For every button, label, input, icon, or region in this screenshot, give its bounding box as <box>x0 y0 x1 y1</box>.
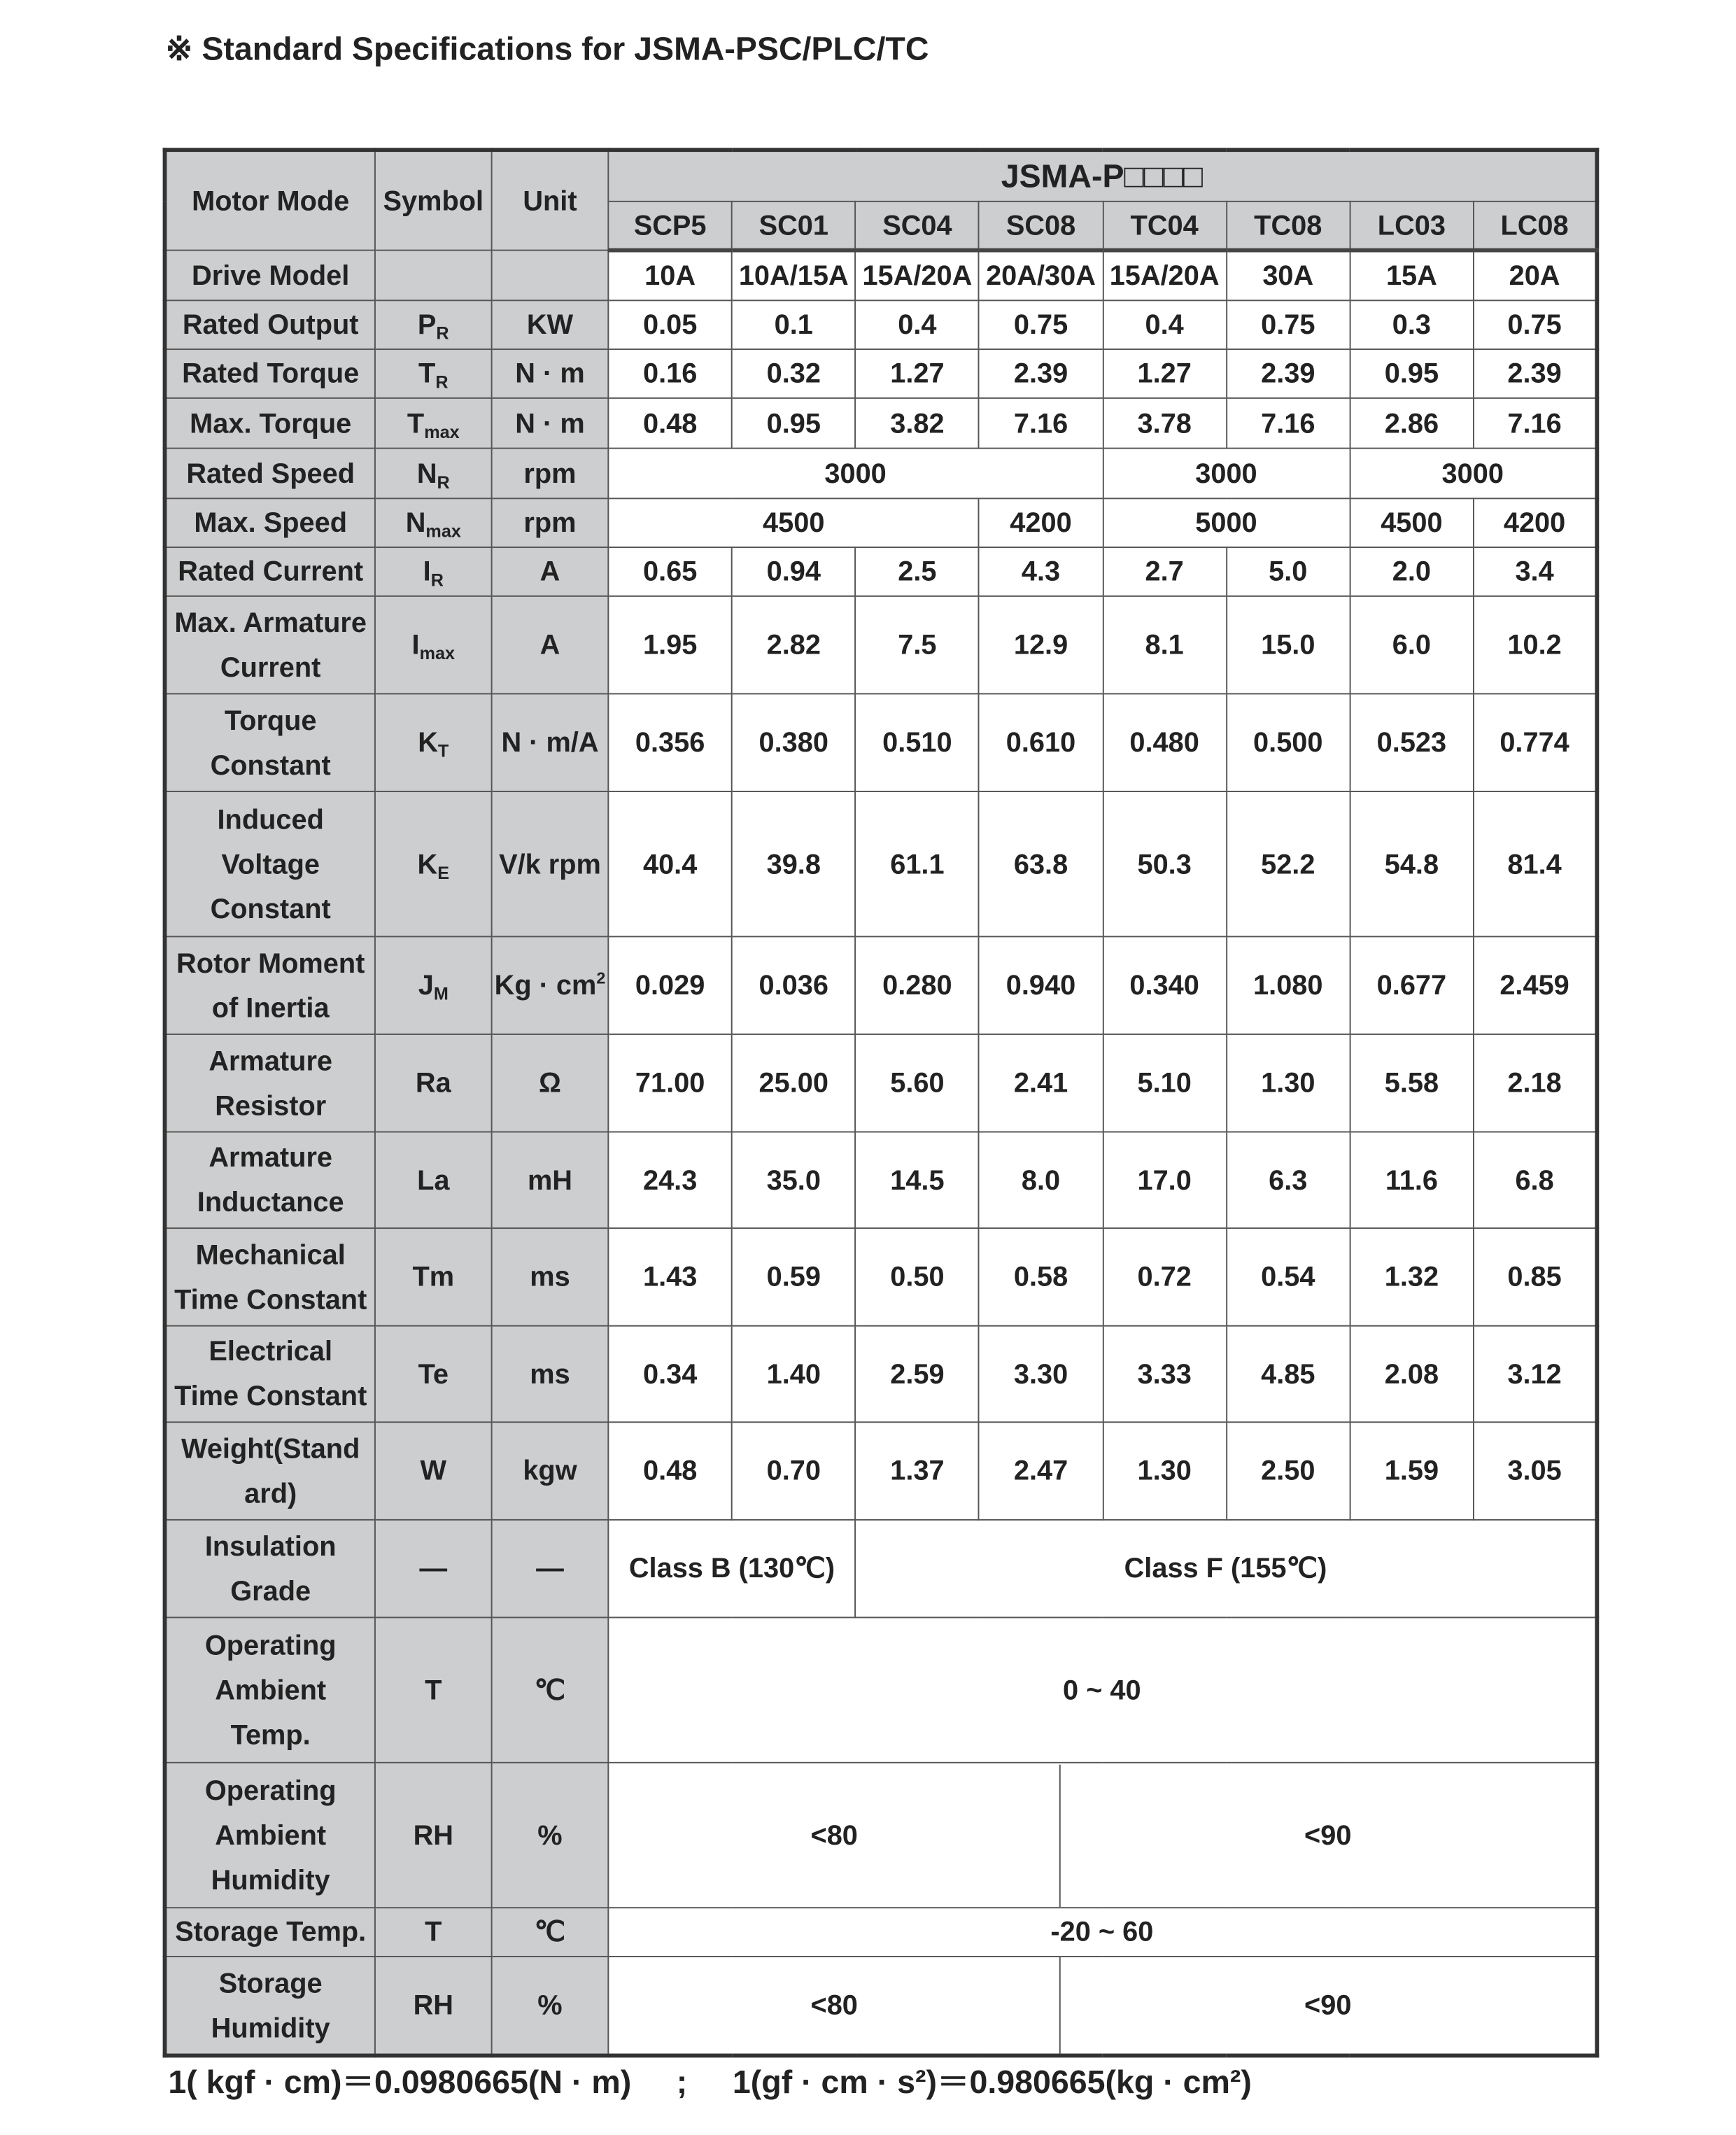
value-cell: 4500 <box>1350 498 1474 547</box>
unit-text: rpm <box>523 458 577 489</box>
row-label: Induced Voltage Constant <box>165 791 375 936</box>
value-cell: 2.82 <box>732 596 856 694</box>
value-cell: 2.0 <box>1350 547 1474 596</box>
row-label: Max. Torque <box>165 398 375 449</box>
merged-value-cell <box>608 1763 1597 1908</box>
symbol-base: J <box>418 969 434 1001</box>
value-cell: 20A <box>1474 251 1597 301</box>
value-cell: 2.7 <box>1103 547 1227 596</box>
unit-text: N · m/A <box>501 726 599 759</box>
row-unit <box>492 1034 609 1132</box>
row-label: Weight(Stand ard) <box>165 1422 375 1520</box>
unit-text: N · m <box>515 407 585 439</box>
value-cell: 0.774 <box>1474 693 1597 791</box>
spec-row <box>165 791 1597 936</box>
row-unit <box>492 498 609 547</box>
row-symbol <box>375 596 492 694</box>
header-unit: Unit <box>492 150 609 250</box>
value-cell: 20A/30A <box>979 251 1103 301</box>
value-cell: 15A <box>1350 251 1474 301</box>
row-unit <box>492 936 609 1034</box>
unit-text: % <box>537 1819 563 1851</box>
spec-row <box>165 398 1597 449</box>
unit-superscript: 2 <box>596 968 606 988</box>
row-unit <box>492 251 609 301</box>
value-cell: 0.480 <box>1103 693 1227 791</box>
symbol-subscript: R <box>430 570 444 591</box>
unit-text: ms <box>530 1261 570 1293</box>
value-cell: 7.16 <box>1226 398 1350 449</box>
symbol-base: N <box>416 458 437 489</box>
value-cell: 0.85 <box>1474 1228 1597 1326</box>
value-cell: 0.4 <box>1103 300 1227 349</box>
model-header-sc08: SC08 <box>979 202 1103 251</box>
row-symbol <box>375 1908 492 1957</box>
value-cell: 15A/20A <box>1103 251 1227 301</box>
spec-row <box>165 596 1597 694</box>
unit-text: % <box>537 1989 563 2022</box>
unit-text: A <box>539 629 560 661</box>
header-motor-mode: Motor Mode <box>165 150 375 250</box>
value-cell: 35.0 <box>732 1132 856 1229</box>
row-unit <box>492 1132 609 1229</box>
row-label: Drive Model <box>165 251 375 301</box>
value-cell: 24.3 <box>608 1132 732 1229</box>
spec-table <box>163 148 1600 2057</box>
row-label: Storage Temp. <box>165 1908 375 1957</box>
value-cell: 2.41 <box>979 1034 1103 1132</box>
value-cell: -20 ~ 60 <box>608 1908 1597 1957</box>
value-cell: 3.4 <box>1474 547 1597 596</box>
value-cell: 2.59 <box>856 1326 980 1423</box>
unit-text: kgw <box>523 1455 577 1487</box>
unit-text: ℃ <box>534 1916 566 1948</box>
value-cell: 3.30 <box>979 1326 1103 1423</box>
value-cell: 0.75 <box>979 300 1103 349</box>
value-cell: <90 <box>1059 1957 1595 2054</box>
value-cell: 0.510 <box>856 693 980 791</box>
row-symbol <box>375 349 492 398</box>
value-cell: 10.2 <box>1474 596 1597 694</box>
row-label: Armature Resistor <box>165 1034 375 1132</box>
symbol-base: K <box>418 726 438 759</box>
spec-row <box>165 1957 1597 2055</box>
row-symbol <box>375 936 492 1034</box>
unit-text: ℃ <box>534 1674 566 1706</box>
value-cell: 2.86 <box>1350 398 1474 449</box>
value-cell: 1.080 <box>1226 936 1350 1034</box>
value-cell: 0.340 <box>1103 936 1227 1034</box>
value-cell: 2.5 <box>856 547 980 596</box>
row-label: Rotor Moment of Inertia <box>165 936 375 1034</box>
value-cell: 4.85 <box>1226 1326 1350 1423</box>
symbol-subscript: max <box>424 421 460 442</box>
row-symbol <box>375 251 492 301</box>
value-cell: 2.39 <box>979 349 1103 398</box>
value-cell: 0.75 <box>1474 300 1597 349</box>
value-cell: 12.9 <box>979 596 1103 694</box>
row-unit <box>492 1617 609 1762</box>
value-cell: 3.33 <box>1103 1326 1227 1423</box>
value-cell: 0.95 <box>1350 349 1474 398</box>
value-cell: 63.8 <box>979 791 1103 936</box>
value-cell: 0.500 <box>1226 693 1350 791</box>
value-cell: 11.6 <box>1350 1132 1474 1229</box>
row-symbol <box>375 1520 492 1618</box>
value-cell: 0.72 <box>1103 1228 1227 1326</box>
symbol-base: T <box>418 358 436 390</box>
value-cell: 0.59 <box>732 1228 856 1326</box>
value-cell: 15A/20A <box>856 251 980 301</box>
value-cell: 0.1 <box>732 300 856 349</box>
value-cell: 0.34 <box>608 1326 732 1423</box>
row-unit <box>492 1422 609 1520</box>
value-cell: Class B (130℃) <box>608 1520 855 1618</box>
spec-row <box>165 1908 1597 1957</box>
unit-text: KW <box>526 309 574 341</box>
value-cell: 10A/15A <box>732 251 856 301</box>
unit-text: Kg · cm <box>494 969 597 1001</box>
value-cell: 14.5 <box>856 1132 980 1229</box>
value-cell: 1.27 <box>856 349 980 398</box>
unit-text: mH <box>527 1164 572 1196</box>
value-cell: 8.1 <box>1103 596 1227 694</box>
symbol-base: W <box>420 1455 447 1487</box>
value-cell: 0.029 <box>608 936 732 1034</box>
model-header-tc08: TC08 <box>1226 202 1350 251</box>
value-cell: 2.459 <box>1474 936 1597 1034</box>
model-header-lc03: LC03 <box>1350 202 1474 251</box>
value-cell: <80 <box>810 1819 858 1851</box>
value-cell: 0.48 <box>608 1422 732 1520</box>
row-symbol <box>375 1422 492 1520</box>
value-cell: 3000 <box>608 449 1103 499</box>
value-cell: 71.00 <box>608 1034 732 1132</box>
value-cell: 81.4 <box>1474 791 1597 936</box>
value-cell: 1.30 <box>1226 1034 1350 1132</box>
value-cell: 2.47 <box>979 1422 1103 1520</box>
value-cell: 61.1 <box>856 791 980 936</box>
value-cell: <80 <box>810 1989 858 2022</box>
symbol-base: T <box>407 407 425 439</box>
value-cell: 0.380 <box>732 693 856 791</box>
model-header-lc08: LC08 <box>1474 202 1597 251</box>
row-label: Torque Constant <box>165 693 375 791</box>
value-cell: 5000 <box>1103 498 1350 547</box>
value-cell: 0.54 <box>1226 1228 1350 1326</box>
value-cell: 54.8 <box>1350 791 1474 936</box>
value-cell: 3000 <box>1103 449 1350 499</box>
symbol-base: I <box>423 556 431 588</box>
row-unit <box>492 349 609 398</box>
symbol-base: I <box>411 629 420 661</box>
spec-row <box>165 1520 1597 1618</box>
value-cell: 7.16 <box>979 398 1103 449</box>
spec-row <box>165 936 1597 1034</box>
row-symbol <box>375 1763 492 1908</box>
value-cell: 0.58 <box>979 1228 1103 1326</box>
value-cell: 5.58 <box>1350 1034 1474 1132</box>
value-cell: 3.12 <box>1474 1326 1597 1423</box>
row-unit <box>492 791 609 936</box>
value-cell: 2.08 <box>1350 1326 1474 1423</box>
value-cell: 2.50 <box>1226 1422 1350 1520</box>
spec-row <box>165 349 1597 398</box>
symbol-subscript: max <box>425 521 461 542</box>
value-cell: 0.4 <box>856 300 980 349</box>
value-cell: 15.0 <box>1226 596 1350 694</box>
symbol-subscript: R <box>436 323 449 344</box>
value-cell: 39.8 <box>732 791 856 936</box>
spec-row <box>165 693 1597 791</box>
value-cell: 0.32 <box>732 349 856 398</box>
spec-row <box>165 300 1597 349</box>
value-cell: 0.677 <box>1350 936 1474 1034</box>
row-label: Electrical Time Constant <box>165 1326 375 1423</box>
value-cell: 0.65 <box>608 547 732 596</box>
unit-text: A <box>539 556 560 588</box>
row-unit <box>492 1908 609 1957</box>
value-cell: <90 <box>1059 1764 1595 1907</box>
value-cell: 1.95 <box>608 596 732 694</box>
symbol-subscript: R <box>435 372 449 393</box>
symbol-subscript: T <box>437 740 449 761</box>
value-cell: 0.16 <box>608 349 732 398</box>
split-cells <box>609 1957 1595 2054</box>
value-cell: 0.95 <box>732 398 856 449</box>
value-cell: 10A <box>608 251 732 301</box>
row-unit <box>492 547 609 596</box>
spec-row <box>165 547 1597 596</box>
value-cell: 2.18 <box>1474 1034 1597 1132</box>
unit-text: V/k rpm <box>499 848 601 880</box>
symbol-base: — <box>419 1553 448 1584</box>
value-cell: 1.37 <box>856 1422 980 1520</box>
value-cell: 0.610 <box>979 693 1103 791</box>
row-label: Rated Output <box>165 300 375 349</box>
symbol-base: N <box>405 507 426 539</box>
unit-text: rpm <box>523 507 577 539</box>
header-row <box>165 150 1597 202</box>
value-cell: 3000 <box>1350 449 1597 499</box>
symbol-base: RH <box>413 1989 453 2022</box>
value-cell: 1.27 <box>1103 349 1227 398</box>
spec-row <box>165 1422 1597 1520</box>
value-cell: 0.50 <box>856 1228 980 1326</box>
row-unit <box>492 596 609 694</box>
row-unit <box>492 449 609 499</box>
header-symbol: Symbol <box>375 150 492 250</box>
row-symbol <box>375 693 492 791</box>
spec-row <box>165 1326 1597 1423</box>
spec-row <box>165 251 1597 301</box>
row-unit <box>492 1228 609 1326</box>
value-cell: 4500 <box>608 498 979 547</box>
row-symbol <box>375 1957 492 2055</box>
value-cell: 5.0 <box>1226 547 1350 596</box>
row-label: Max. Armature Current <box>165 596 375 694</box>
value-cell: 0.3 <box>1350 300 1474 349</box>
row-symbol <box>375 398 492 449</box>
row-symbol <box>375 1132 492 1229</box>
symbol-subscript: R <box>437 471 450 492</box>
spec-row <box>165 1228 1597 1326</box>
merged-value-cell <box>608 1957 1597 2055</box>
value-cell: 0.75 <box>1226 300 1350 349</box>
row-label: Insulation Grade <box>165 1520 375 1618</box>
value-cell: 0.523 <box>1350 693 1474 791</box>
row-symbol <box>375 1034 492 1132</box>
row-label: Operating Ambient Humidity <box>165 1763 375 1908</box>
spec-row <box>165 449 1597 499</box>
value-cell: 0.036 <box>732 936 856 1034</box>
row-symbol <box>375 547 492 596</box>
value-cell: 7.16 <box>1474 398 1597 449</box>
model-header-sc04: SC04 <box>856 202 980 251</box>
value-cell: 0.940 <box>979 936 1103 1034</box>
value-cell: 7.5 <box>856 596 980 694</box>
split-cells <box>609 1764 1595 1907</box>
row-label: Operating Ambient Temp. <box>165 1617 375 1762</box>
unit-conversion-note: 1( kgf · cm)＝0.0980665(N · m) ; 1(gf · cm · s²)＝0.980665(kg · cm²) <box>168 2064 1252 2101</box>
header-series: JSMA-P□□□□ <box>608 150 1597 202</box>
symbol-subscript: max <box>419 642 456 663</box>
value-cell: 1.43 <box>608 1228 732 1326</box>
spec-row <box>165 1617 1597 1762</box>
row-label: Max. Speed <box>165 498 375 547</box>
spec-row <box>165 1034 1597 1132</box>
value-cell: 2.39 <box>1226 349 1350 398</box>
value-cell: 6.3 <box>1226 1132 1350 1229</box>
value-cell: 17.0 <box>1103 1132 1227 1229</box>
value-cell: 6.0 <box>1350 596 1474 694</box>
value-cell: 3.78 <box>1103 398 1227 449</box>
value-cell: 40.4 <box>608 791 732 936</box>
symbol-base: T <box>425 1674 442 1706</box>
spec-row <box>165 1132 1597 1229</box>
row-label: Rated Current <box>165 547 375 596</box>
unit-text: N · m <box>515 358 585 390</box>
value-cell: 4.3 <box>979 547 1103 596</box>
value-cell: 0.70 <box>732 1422 856 1520</box>
model-header-sc01: SC01 <box>732 202 856 251</box>
row-unit <box>492 1763 609 1908</box>
row-label: Rated Torque <box>165 349 375 398</box>
value-cell: 4200 <box>979 498 1103 547</box>
row-label: Storage Humidity <box>165 1957 375 2055</box>
value-cell: 2.39 <box>1474 349 1597 398</box>
value-cell: 52.2 <box>1226 791 1350 936</box>
value-cell: 4200 <box>1474 498 1597 547</box>
symbol-base: T <box>425 1916 442 1948</box>
model-header-tc04: TC04 <box>1103 202 1227 251</box>
value-cell: 50.3 <box>1103 791 1227 936</box>
value-cell: 3.82 <box>856 398 980 449</box>
value-cell: 0 ~ 40 <box>608 1617 1597 1762</box>
row-symbol <box>375 300 492 349</box>
symbol-base: RH <box>413 1819 453 1851</box>
page-title: ※ Standard Specifications for JSMA-PSC/PLC/TC <box>165 31 929 68</box>
value-cell: 1.32 <box>1350 1228 1474 1326</box>
value-cell: 25.00 <box>732 1034 856 1132</box>
symbol-subscript: E <box>437 861 450 882</box>
symbol-base: La <box>417 1164 450 1196</box>
row-symbol <box>375 1617 492 1762</box>
value-cell: 1.30 <box>1103 1422 1227 1520</box>
symbol-base: K <box>417 848 438 880</box>
value-cell: 5.60 <box>856 1034 980 1132</box>
value-cell: 0.356 <box>608 693 732 791</box>
row-label: Mechanical Time Constant <box>165 1228 375 1326</box>
row-symbol <box>375 449 492 499</box>
value-cell: 3.05 <box>1474 1422 1597 1520</box>
value-cell: 0.280 <box>856 936 980 1034</box>
row-label: Armature Inductance <box>165 1132 375 1229</box>
value-cell: 0.48 <box>608 398 732 449</box>
model-header-scp5: SCP5 <box>608 202 732 251</box>
row-unit <box>492 693 609 791</box>
unit-text: ms <box>530 1358 570 1390</box>
value-cell: 8.0 <box>979 1132 1103 1229</box>
value-cell: 30A <box>1226 251 1350 301</box>
value-cell: 0.94 <box>732 547 856 596</box>
symbol-subscript: M <box>433 983 449 1004</box>
symbol-base: Te <box>418 1358 449 1390</box>
value-cell: 6.8 <box>1474 1132 1597 1229</box>
row-unit <box>492 300 609 349</box>
value-cell: Class F (155℃) <box>856 1520 1597 1618</box>
row-unit <box>492 1957 609 2055</box>
row-unit <box>492 1326 609 1423</box>
symbol-base: Tm <box>412 1261 455 1293</box>
unit-text: — <box>536 1553 564 1584</box>
value-cell: 5.10 <box>1103 1034 1227 1132</box>
spec-row <box>165 498 1597 547</box>
value-cell: 0.05 <box>608 300 732 349</box>
row-symbol <box>375 498 492 547</box>
value-cell: 1.59 <box>1350 1422 1474 1520</box>
unit-text: Ω <box>539 1067 561 1099</box>
row-symbol <box>375 1228 492 1326</box>
value-cell: 1.40 <box>732 1326 856 1423</box>
row-label: Rated Speed <box>165 449 375 499</box>
row-symbol <box>375 1326 492 1423</box>
table-and-note <box>163 148 1600 2104</box>
row-unit <box>492 1520 609 1618</box>
spec-row <box>165 1763 1597 1908</box>
row-unit <box>492 398 609 449</box>
symbol-base: P <box>417 309 437 341</box>
row-symbol <box>375 791 492 936</box>
symbol-base: Ra <box>415 1067 451 1099</box>
